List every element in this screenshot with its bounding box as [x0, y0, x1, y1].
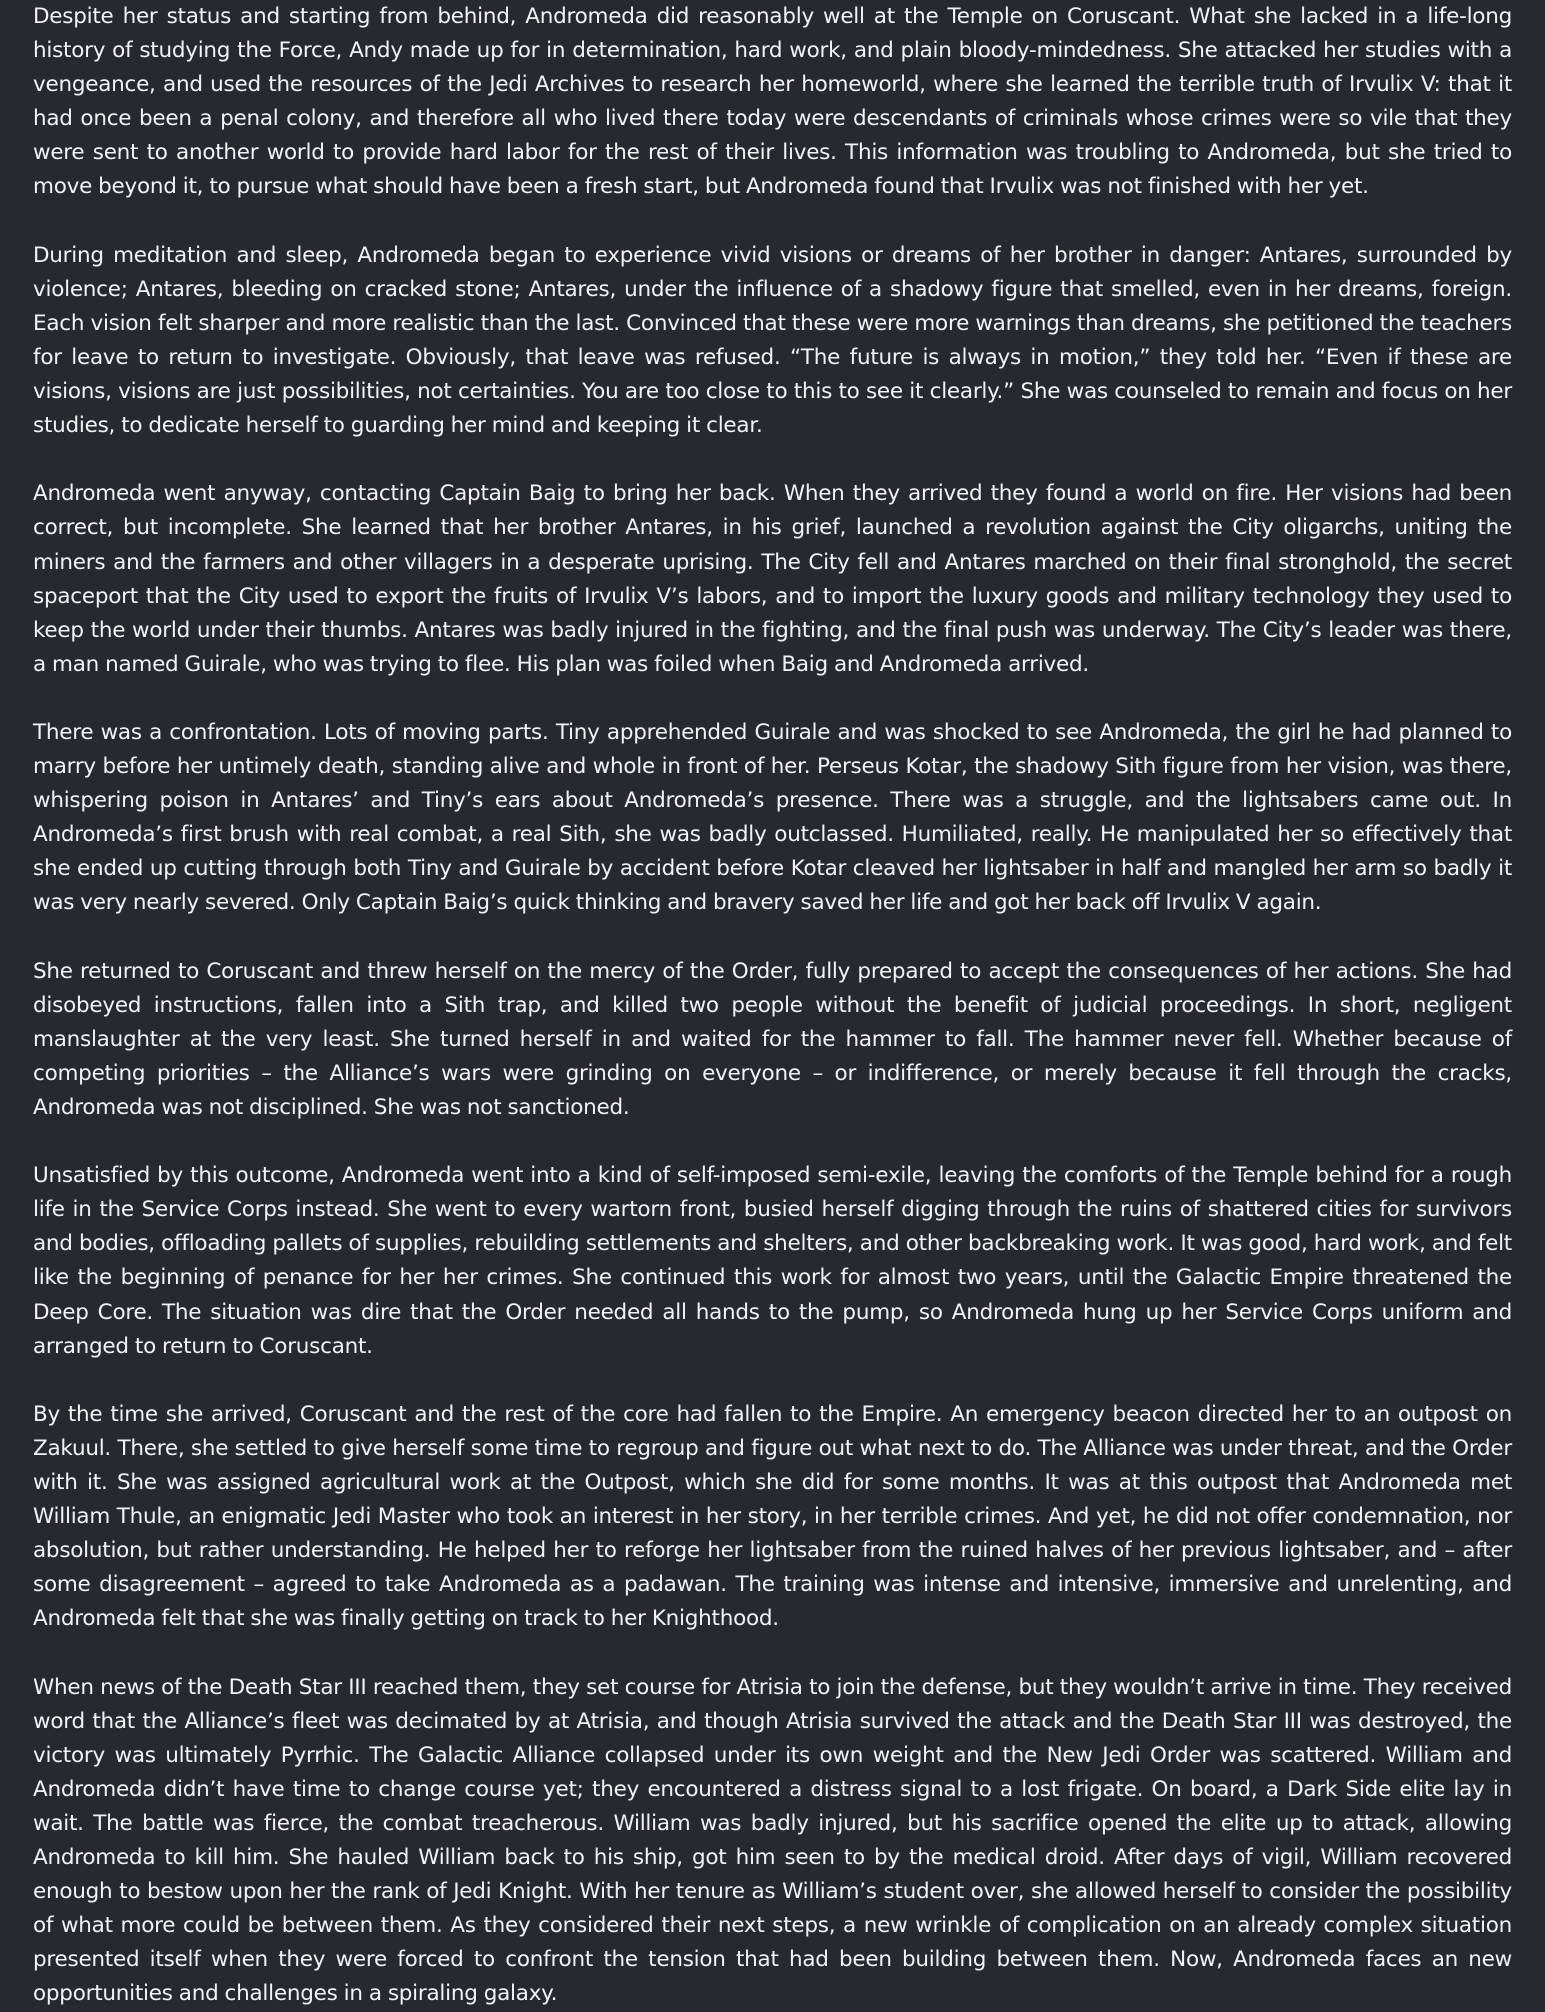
paragraph-return-to-irvulix: Andromeda went anyway, contacting Captain Baig to bring her back. When they arrived they found a world on fire. Her visions had been correct, but incomplete. She learned that her brother Antares, in his grief, launched a revolution against the City oligarchs, uniting the miners and the farmers and other villagers in a desperate uprising. The City fell and Antares marched on their final stronghold, the secret spaceport that the City used to export the fruits of Irvulix V’s labors, and to import the luxury goods and military technology they used to keep the world under their thumbs. Antares was badly injured in the fighting, and the final push was underway. The City’s leader was there, a man named Guirale, who was trying to flee. His plan was foiled when Baig and Andromeda arrived.: [33, 481, 1512, 677]
paragraph-return-to-coruscant: She returned to Coruscant and threw herself on the mercy of the Order, fully prepared to accept the consequences of her actions. She had disobeyed instructions, fallen into a Sith trap, and killed two people without the benefit of judicial proceedings. In short, negligent manslaughter at the very least. She turned herself in and waited for the hammer to fall. The hammer never fell. Whether because of competing priorities – the Alliance’s wars were grinding on everyone – or indifference, or merely because it fell through the cracks, Andromeda was not disciplined. She was not sanctioned.: [33, 958, 1512, 1120]
paragraph-visions: During meditation and sleep, Andromeda began to experience vivid visions or dreams of her brother in danger: Antares, surrounded by violence; Antares, bleeding on cracked stone; Antares, under the influence of a shadowy figure that smelled, even in her dreams, foreign. Each vision felt sharper and more realistic than the last. Convinced that these were more warnings than dreams, she petitioned the teachers for leave to return to investigate. Obviously, that leave was refused. “The future is always in motion,” they told her. “Even if these are visions, visions are just possibilities, not certainties. You are too close to this to see it clearly.” She was counseled to remain and focus on her studies, to dedicate herself to guarding her mind and keeping it clear.: [33, 242, 1512, 439]
biography-text: [33, 0, 1512, 2012]
paragraph-death-star-iii: When news of the Death Star III reached them, they set course for Atrisia to join the defense, but they wouldn’t arrive in time. They received word that the Alliance’s fleet was decimated by at Atrisia, and though Atrisia survived the attack and the Death Star III was destroyed, the victory was ultimately Pyrrhic. The Galactic Alliance collapsed under its own weight and the New Jedi Order was scattered. William and Andromeda didn’t have time to change course yet; they encountered a distress signal to a lost frigate. On board, a Dark Side elite lay in wait. The battle was fierce, the combat treacherous. William was badly injured, but his sacrifice opened the elite up to attack, allowing Andromeda to kill him. She hauled William back to his ship, got him seen to by the medical droid. After days of vigil, William recovered enough to bestow upon her the rank of Jedi Knight. With her tenure as William’s student over, she allowed herself to consider the possibility of what more could be between them. As they considered their next steps, a new wrinkle of complication on an already complex situation presented itself when they were forced to confront the tension that had been building between them. Now, Andromeda faces an new opportunities and challenges in a spiraling galaxy.: [33, 1674, 1512, 2007]
paragraph-temple-studies: Despite her status and starting from behind, Andromeda did reasonably well at the Temple on Coruscant. What she lacked in a life-long history of studying the Force, Andy made up for in determination, hard work, and plain bloody-mindedness. She attacked her studies with a vengeance, and used the resources of the Jedi Archives to research her homeworld, where she learned the terrible truth of Irvulix V: that it had once been a penal colony, and therefore all who lived there today were descendants of criminals whose crimes were so vile that they were sent to another world to provide hard labor for the rest of their lives. This information was troubling to Andromeda, but she tried to move beyond it, to pursue what should have been a fresh start, but Andromeda found that Irvulix was not finished with her yet.: [33, 4, 1512, 200]
paragraph-zakuul-outpost: By the time she arrived, Coruscant and the rest of the core had fallen to the Empire. An emergency beacon directed her to an outpost on Zakuul. There, she settled to give herself some time to regroup and figure out what next to do. The Alliance was under threat, and the Order with it. She was assigned agricultural work at the Outpost, which she did for some months. It was at this outpost that Andromeda met William Thule, an enigmatic Jedi Master who took an interest in her story, in her terrible crimes. And yet, he did not offer condemnation, nor absolution, but rather understanding. He helped her to reforge her lightsaber from the ruined halves of her previous lightsaber, and – after some disagreement – agreed to take Andromeda as a padawan. The training was intense and intensive, immersive and unrelenting, and Andromeda felt that she was finally getting on track to her Knighthood.: [33, 1401, 1512, 1632]
paragraph-confrontation: There was a confrontation. Lots of moving parts. Tiny apprehended Guirale and was shocked to see Andromeda, the girl he had planned to marry before her untimely death, standing alive and whole in front of her. Perseus Kotar, the shadowy Sith figure from her vision, was there, whispering poison in Antares’ and Tiny’s ears about Andromeda’s presence. There was a struggle, and the lightsabers came out. In Andromeda’s first brush with real combat, a real Sith, she was badly outclassed. Humiliated, really. He manipulated her so effectively that she ended up cutting through both Tiny and Guirale by accident before Kotar cleaved her lightsaber in half and mangled her arm so badly it was very nearly severed. Only Captain Baig’s quick thinking and bravery saved her life and got her back off Irvulix V again.: [33, 719, 1512, 916]
paragraph-service-corps: Unsatisfied by this outcome, Andromeda went into a kind of self-imposed semi-exile, leaving the comforts of the Temple behind for a rough life in the Service Corps instead. She went to every wartorn front, busied herself digging through the ruins of shattered cities for survivors and bodies, offloading pallets of supplies, rebuilding settlements and shelters, and other backbreaking work. It was good, hard work, and felt like the beginning of penance for her her crimes. She continued this work for almost two years, until the Galactic Empire threatened the Deep Core. The situation was dire that the Order needed all hands to the pump, so Andromeda hung up her Service Corps uniform and arranged to return to Coruscant.: [33, 1163, 1512, 1359]
